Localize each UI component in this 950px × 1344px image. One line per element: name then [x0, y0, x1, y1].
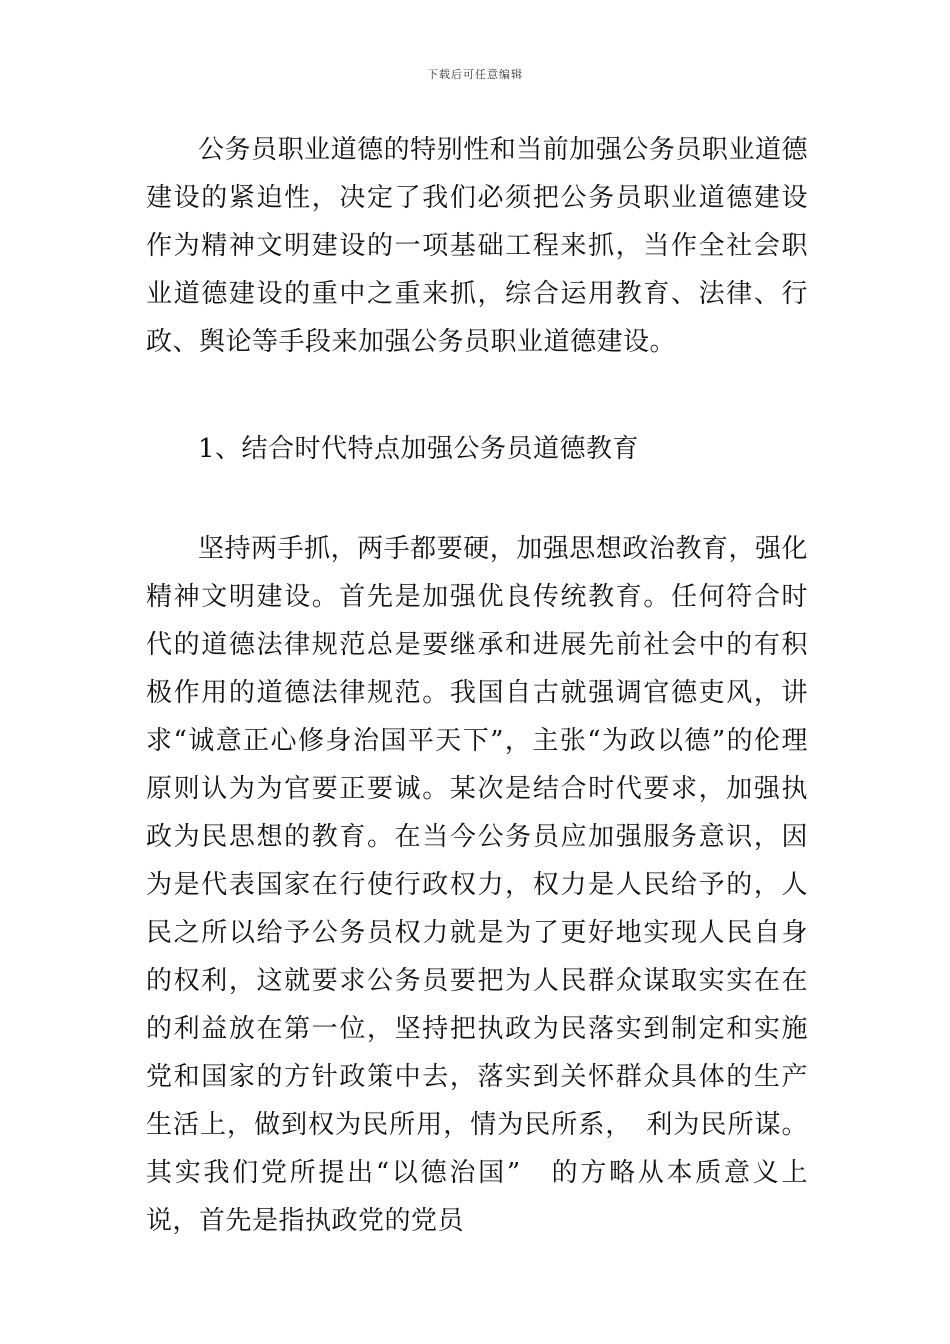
paragraph-intro: 公务员职业道德的特别性和当前加强公务员职业道德建设的紧迫性，决定了我们必须把公务员职业道德建设作为精神文明建设的一项基础工程来抓，当作全社会职业道德建设的重中之重来抓，综合运用教育、法律、行政、舆论等手段来加强公务员职业道德建设。 — [146, 135, 808, 357]
paragraph-education: 坚持两手抓，两手都要硬，加强思想政治教育，强化精神文明建设。首先是加强优良传统教育。任何符合时代的道德法律规范总是要继承和进展先前社会中的有积极作用的道德法律规范。我国自古就强调官德吏风，讲求“诚意正心修身治国平天下”，主张“为政以德”的伦理原则认为为官要正要诚。某次是结合时代要求，加强执政为民思想的教育。在当今公务员应加强服务意识，因为是代表国家在行使行政权力，权力是人民给予的，人民之所以给予公务员权力就是为了更好地实现人民自身的权利，这就要求公务员要把为人民群众谋取实实在在的利益放在第一位，坚持把执政为民落实到制定和实施党和国家的方针政策中去，落实到关怀群众具体的生产生活上，做到权为民所用，情为民所系， 利为民所谋。其实我们党所提出“以德治国” 的方略从本质意义上说，首先是指执政党的党员 — [146, 534, 808, 1236]
section-heading: 1、结合时代特点加强公务员道德教育 — [198, 434, 640, 464]
header-note: 下载后可任意编辑 — [427, 68, 523, 81]
